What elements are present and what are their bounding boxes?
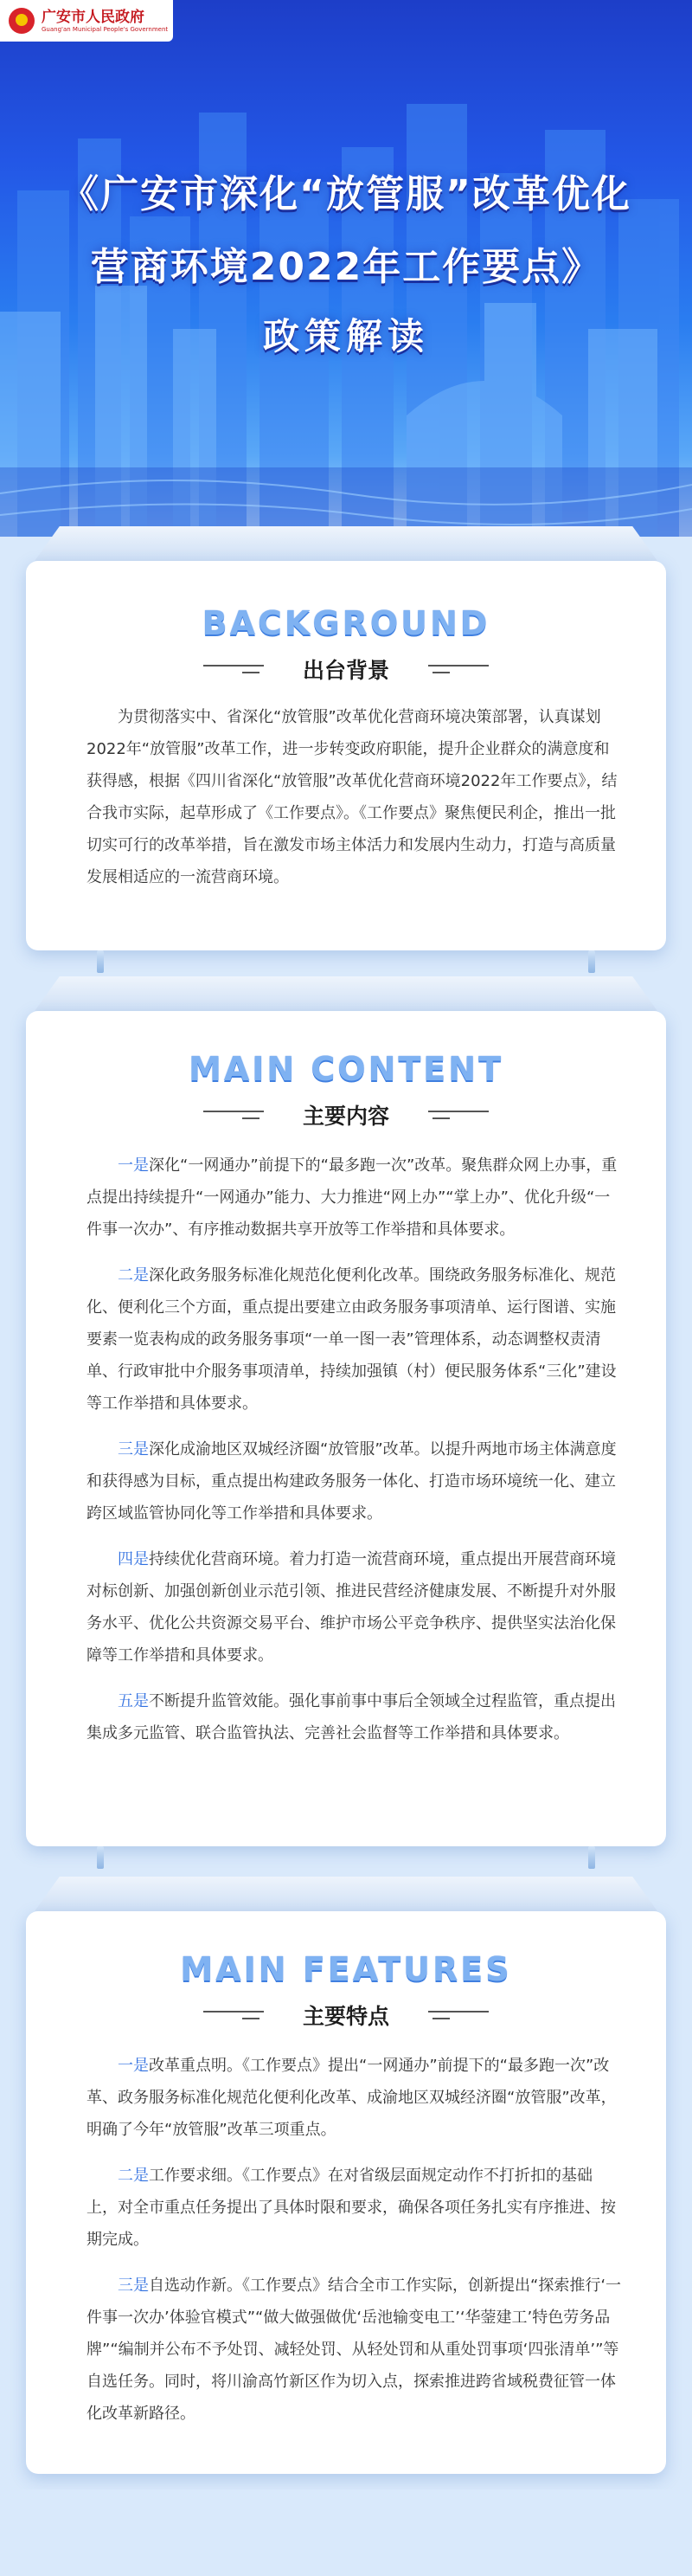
national-emblem-icon (9, 8, 35, 34)
list-item: 二是工作要求细。《工作要点》在对省级层面规定动作不打折扣的基础上，对全市重点任务提出了具体时限和要求，确保各项任务扎实有序推进、按期完成。 (86, 2167, 616, 2249)
card-connector (97, 1846, 104, 1869)
card-connector (588, 950, 595, 973)
hero-title-line-3: 政策解读 (262, 315, 429, 357)
hero-banner (0, 0, 692, 537)
section-title-en: MAIN FEATURES (180, 1950, 512, 1988)
list-item: 三是深化成渝地区双城经济圈“放管服”改革。以提升两地市场主体满意度和获得感为目标，重点提出构建政务服务一体化、打造市场环境统一化、建立跨区域监管协同化等工作举措和具体要求。 (86, 1440, 617, 1523)
list-item: 三是自选动作新。《工作要点》结合全市工作实际，创新提出“探索推行‘一件事一次办’体验官模式”“做大做强做优‘岳池输变电工’‘华蓥建工’特色劳务品牌”“编制并公布不予处罚、减轻处罚、从轻处罚和从重处罚事项‘四张清单’”等自选任务。同时，将川渝高竹新区作为切入点，探索推进跨省域税费征管一体化改革新路径。 (86, 2277, 622, 2423)
background-card (26, 561, 666, 950)
list-item: 一是改革重点明。《工作要点》提出“一网通办”前提下的“最多跑一次”改革、政务服务标准化规范化便利化改革、成渝地区双城经济圈“放管服”改革，明确了今年“放管服”改革三项重点。 (86, 2057, 617, 2139)
card-shelf (35, 526, 657, 561)
hero-title-line-1: 《广安市深化“放管服”改革优化 (61, 172, 631, 216)
main-content-list (86, 1150, 623, 1763)
section-title-en: MAIN CONTENT (189, 1050, 503, 1088)
page-footer (0, 2489, 692, 2576)
section-title-cn: 主要内容 (302, 1104, 389, 1129)
list-item: 一是深化“一网通办”前提下的“最多跑一次”改革。聚焦群众网上办事，重点提出持续提升“一网通办”能力、大力推进“网上办”“掌上办”、优化升级“一件事一次办”、有序推动数据共享开放等工作举措和具体要求。 (86, 1156, 618, 1239)
hero-title-line-2: 营商环境2022年工作要点》 (90, 245, 602, 289)
section-title-cn: 出台背景 (302, 658, 389, 683)
list-item: 四是持续优化营商环境。着力打造一流营商环境，重点提出开展营商环境对标创新、加强创新创业示范引领、推进民营经济健康发展、不断提升对外服务水平、优化公共资源交易平台、维护市场公平竞争秩序、提供坚实法治化保障等工作举措和具体要求。 (86, 1550, 616, 1665)
main-features-card (26, 1911, 666, 2474)
main-content-card (26, 1011, 666, 1846)
card-connector (97, 950, 104, 973)
list-item: 二是深化政务服务标准化规范化便利化改革。围绕政务服务标准化、规范化、便利化三个方面，重点提出要建立由政务服务事项清单、运行图谱、实施要素一览表构成的政务服务事项“一单一图一表”管理体系，动态调整权责清单、行政审批中介服务事项清单，持续加强镇（村）便民服务体系“三化”建设等工作举措和具体要求。 (86, 1266, 617, 1413)
background-text: 为贯彻落实中、省深化“放管服”改革优化营商环境决策部署，认真谋划2022年“放管服”改革工作，进一步转变政府职能，提升企业群众的满意度和获得感，根据《四川省深化“放管服”改革优化营商环境2022年工作要点》，结合我市实际，起草形成了《工作要点》。《工作要点》聚焦便民利企，推出一批切实可行的改革举措，旨在激发市场主体活力和发展内生动力，打造与高质量发展相适应的一流营商环境。 (86, 708, 618, 886)
section-title-cn: 主要特点 (302, 2004, 389, 2029)
list-item: 五是不断提升监管效能。强化事前事中事后全领域全过程监管，重点提出集成多元监管、联合监管执法、完善社会监督等工作举措和具体要求。 (86, 1692, 616, 1742)
logo-title: 广安市人民政府 (42, 8, 144, 26)
card-connector (588, 1846, 595, 1869)
main-features-list (86, 2050, 623, 2444)
logo-subtitle: Guang'an Municipal People's Government (42, 25, 169, 33)
card-shelf (35, 976, 657, 1011)
section-title-en: BACKGROUND (202, 604, 490, 642)
government-logo[interactable] (0, 0, 173, 42)
card-shelf (35, 1877, 657, 1911)
